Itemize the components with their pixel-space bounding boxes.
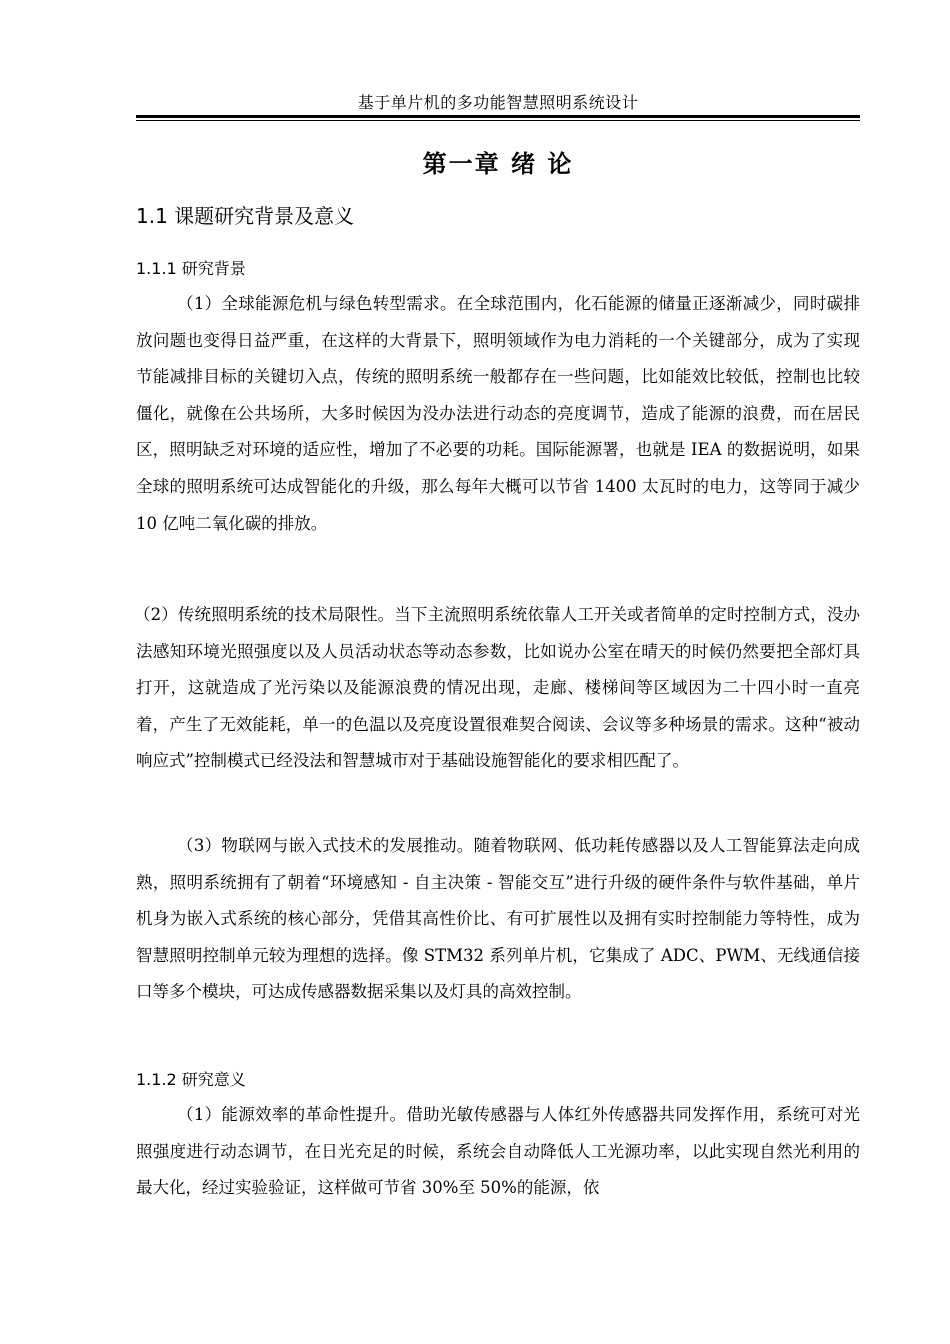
paragraph-background-2: （2）传统照明系统的技术局限性。当下主流照明系统依靠人工开关或者简单的定时控制方式，没办法感知环境光照强度以及人员活动状态等动态参数，比如说办公室在晴天的时候仍然要把全部灯具打开，这就造成了光污染以及能源浪费的情况出现，走廊、楼梯间等区域因为二十四小时一直亮着，产生了无效能耗，单一的色温以及亮度设置很难契合阅读、会议等多种场景的需求。这种“被动响应式”控制模式已经没法和智慧城市对于基础设施智能化的要求相匹配了。 bbox=[134, 605, 860, 771]
paragraph-background-3: （3）物联网与嵌入式技术的发展推动。随着物联网、低功耗传感器以及人工智能算法走向成熟，照明系统拥有了朝着“环境感知 - 自主决策 - 智能交互”进行升级的硬件条件与软件基础，单片机身为嵌入式系统的核心部分，凭借其高性价比、有可扩展性以及拥有实时控制能力等特性，成为智慧照明控制单元较为理想的选择。像 STM32 系列单片机，它集成了 ADC、PWM、无线通信接口等多个模块，可达成传感器数据采集以及灯具的高效控制。 bbox=[136, 836, 860, 1002]
subsection-heading-background: 1.1.1 研究背景 bbox=[136, 259, 246, 278]
section-heading: 1.1 课题研究背景及意义 bbox=[136, 204, 355, 228]
running-header: 基于单片机的多功能智慧照明系统设计 bbox=[357, 93, 639, 112]
paragraph-significance-1: （1）能源效率的革命性提升。借助光敏传感器与人体红外传感器共同发挥作用，系统可对光照强度进行动态调节，在日光充足的时候，系统会自动降低人工光源功率，以此实现自然光利用的最大化，经过实验验证，这样做可节省 30%至 50%的能源，依 bbox=[136, 1105, 860, 1198]
subsection-heading-significance: 1.1.2 研究意义 bbox=[136, 1070, 246, 1089]
header-rule-thin bbox=[136, 120, 860, 121]
chapter-title: 第一章 绪 论 bbox=[422, 150, 574, 178]
header-rule-thick bbox=[136, 115, 860, 118]
paragraph-background-1: （1）全球能源危机与绿色转型需求。在全球范围内，化石能源的储量正逐渐减少，同时碳排放问题也变得日益严重，在这样的大背景下，照明领域作为电力消耗的一个关键部分，成为了实现节能减排目标的关键切入点，传统的照明系统一般都存在一些问题，比如能效比较低，控制也比较僵化，就像在公共场所，大多时候因为没办法进行动态的亮度调节，造成了能源的浪费，而在居民区，照明缺乏对环境的适应性，增加了不必要的功耗。国际能源署，也就是 IEA 的数据说明，如果全球的照明系统可达成智能化的升级，那么每年大概可以节省 1400 太瓦时的电力，这等同于减少 10 亿吨二氧化碳的排放。 bbox=[136, 294, 860, 533]
